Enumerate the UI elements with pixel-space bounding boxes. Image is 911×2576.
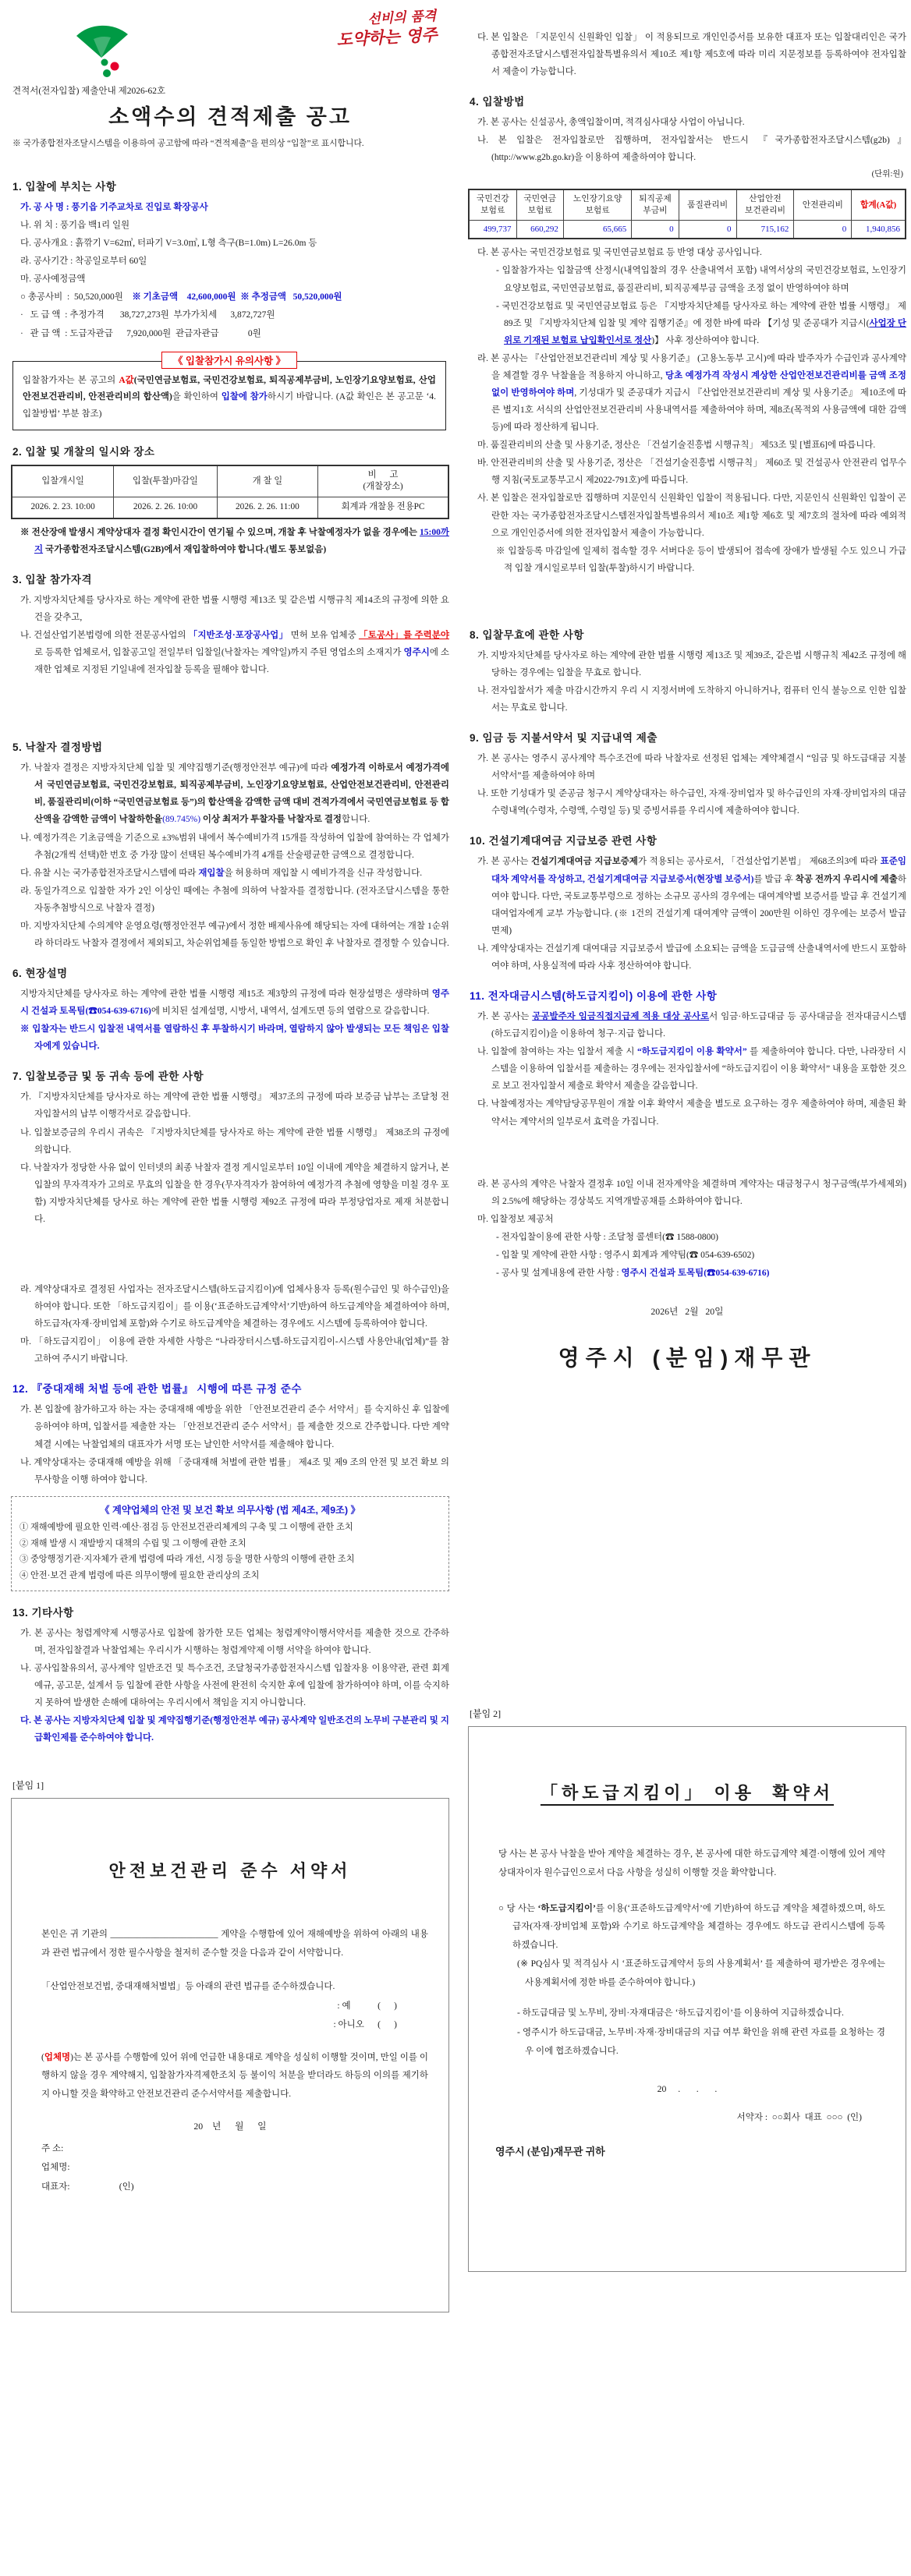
spacer xyxy=(11,679,449,726)
text-run: 가. 지방자치단체를 당사자로 하는 계약에 관한 법률 시행령 제13조 및 같은법 시행규칙 제14조의 규정에 의한 요건을 갖추고, xyxy=(20,595,449,622)
section-heading: 3. 입찰 참가자격 xyxy=(12,573,93,586)
paragraph xyxy=(468,1008,906,1042)
paragraph xyxy=(468,750,906,784)
text-run: 영주시 (분임)재무관 귀하 xyxy=(495,2146,605,2158)
text-run: 서 임금·하도급대금 등 공사대금을 전자대금시스템(하도급지킴이)을 이용하여 청구·지급 합니다. xyxy=(491,1012,906,1039)
text-run: 를 이용(‘표준하도급계약서’에 기반)하여 하도급 계약을 체결하겠으며, 하도급자(자재·장비업체 포함)와 수기로 하도급계약을 체결하는 경우에도 하도급 관리시스템에 등록하겠습니다. xyxy=(512,1903,885,1950)
paragraph xyxy=(11,1021,449,1055)
text-run: 마. 지방자치단체 수의계약 운영요령(행정안전부 예규)에서 정한 배제사유에 해당되는 자에 대하여는 개찰 1순위라 하더라도 낙찰자 결정에서 제외되고, 차순위업체를 동일한 방법으로 확인 후 낙찰자로 결정할 수 있습니다. xyxy=(20,921,449,948)
text-run: 를 제출하여야 합니다. 다만, 나라장터 시스템을 이용하여 입찰서를 제출하는 경우에는 전자입찰서에 “하도급지킴이 이용 확약서” 내용을 포함한 것으로 보고 전자입찰서 제출로 확약서 제출을 갈음합니다. xyxy=(491,1047,906,1092)
text-run: 하시기 바랍니다. (A값 확인은 본 공고문 ‘4. 입찰방법’ 부분 참조) xyxy=(23,392,437,419)
text-run: 가. 낙찰자 결정은 지방자치단체 입찰 및 계약집행기준(행정안전부 예규)에 따라 xyxy=(20,763,331,773)
text-run: - 국민건강보험료 및 국민연금보험료 등은 『지방자치단체를 당사자로 하는 계약에 관한 법률 시행령』 제89조 및 『지방자치단체 입찰 및 계약 집행기준』에 정한 바에 따라 【기성 및 준공대가 지급시( xyxy=(496,301,906,328)
document-number: 견적서(전자입찰) 제출안내 제2026-62호 xyxy=(12,87,166,96)
paragraph xyxy=(489,1900,885,1955)
data-table xyxy=(468,189,906,239)
paragraph xyxy=(468,1176,906,1210)
paragraph xyxy=(11,306,449,324)
section-heading: 4. 입찰방법 xyxy=(470,96,525,108)
right-column-blocks xyxy=(468,0,906,2272)
notice-box-title: 《 입찰참가시 유의사항 》 xyxy=(161,352,297,369)
paragraph xyxy=(489,1955,885,1992)
spacer xyxy=(468,1320,906,1337)
section-heading: 9. 임금 등 지불서약서 및 지급내역 제출 xyxy=(470,732,658,745)
paragraph xyxy=(11,1159,449,1228)
paragraph xyxy=(11,271,449,288)
paragraph xyxy=(11,1124,449,1159)
paragraph xyxy=(468,350,906,436)
text-run: ○ 당 사는 xyxy=(498,1903,538,1913)
paragraph xyxy=(32,2049,428,2104)
paragraph xyxy=(11,1660,449,1711)
spacer xyxy=(32,2135,428,2139)
paragraph xyxy=(468,647,906,681)
text-run: 합니다. xyxy=(342,815,370,825)
text-run: 가. 『지방자치단체를 당사자로 하는 계약에 관한 법률 시행령』 제37조의 규정에 따라 보증금 납부는 조달청 전자입찰서의 납부 이행각서로 갈음합니다. xyxy=(20,1092,449,1120)
page-title: 소액수의 견적제출 공고 xyxy=(108,105,352,129)
paragraph xyxy=(468,455,906,489)
table-header-cell: 비 고 (개찰장소) xyxy=(318,465,448,497)
section-heading: 7. 입찰보증금 및 동 귀속 등에 관한 사항 xyxy=(12,1070,204,1083)
paragraph xyxy=(468,543,906,577)
text-run: ※ 입찰등록 마감일에 일제히 접속할 경우 서버다운 등이 발생되어 접속에 장애가 발생될 수도 있으니 가급적 입찰 개시일로부터 입찰(투찰)하시기 바랍니다. xyxy=(496,546,906,573)
yeongju-city-logo-icon xyxy=(70,23,137,81)
notice-box xyxy=(12,355,446,431)
paragraph xyxy=(11,524,449,558)
text-run: 다. 유찰 시는 국가종합전자조달시스템에 따라 xyxy=(20,868,199,878)
text-run: 가. 본 공사는 청렴계약제 시행공사로 입찰에 참가한 모든 업체는 청렴계약이행서약서를 제출한 것으로 간주하며, 전자입찰결과 낙찰업체는 우리시가 시행하는 청렴계약제 이행 서약을 하여야 합니다. xyxy=(20,1628,449,1655)
notice-box-body xyxy=(23,373,436,424)
paragraph xyxy=(468,1211,906,1228)
text-run: 15:00까지 xyxy=(34,527,449,554)
text-run: ※ 전산장애 발생시 계약상대자 결정 확인시간이 연기될 수 있으며, 개찰 후 낙찰예정자가 없을 경우에는 xyxy=(20,527,420,537)
table-cell: 715,162 xyxy=(736,220,794,239)
paragraph xyxy=(468,29,906,80)
text-run: 영주시 건설과 토목팀(☎054-639-6716) xyxy=(621,1268,770,1278)
table-cell: 0 xyxy=(794,220,852,239)
text-run: 라. 계약상대자로 결정된 사업자는 전자조달시스템(하도급지킴이)에 업체사용자 등록(원수급인 및 하수급인)을 하여야 합니다. 또한 「하도급지킴이」를 이용(‘표준하도급계약서’기반)하여 하도급계약을 체결하여야 하며, 하도급자(자재·장비업체 포함)와 수기로 하도급계약을 체결하는 경우에도 시스템에 등록하여야 합니다. xyxy=(20,1285,449,1329)
text-run: 가. 본 공사는 신설공사, 총액입찰이며, 적격심사대상 사업이 아닙니다. xyxy=(477,118,745,128)
text-run: - 전자입찰이용에 관한 사항 : 조달청 콜센터(☎ 1588-0800) xyxy=(496,1232,718,1242)
spacer xyxy=(468,1379,906,1707)
paragraph xyxy=(468,1043,906,1095)
spacer xyxy=(489,1884,885,1899)
paragraph xyxy=(11,865,449,882)
paragraph xyxy=(468,298,906,349)
text-run: 「토공사」를 주력분야 xyxy=(358,630,449,640)
text-run: · 도 급 액 : 추정가격 38,727,273원 부가가치세 3,872,727원 xyxy=(20,310,275,320)
text-run: 다. 본 입찰은 「지문인식 신원확인 입찰」 이 적용되므로 개인인증서를 보유한 대표자 또는 입찰대리인은 국가종합전자조달시스템전자입찰특별유의서 제10조 제1항 제5호에 따라 미리 지문정보를 등록하여야 전자입찰서 제출이 가능합니다. xyxy=(477,33,906,77)
obligation-item: ④ 안전·보건 관계 법령에 따른 의무이행에 필요한 관리상의 조치 xyxy=(19,1570,260,1580)
text-run: 사업장 단위로 기재된 보험료 납입확인서로 정산 xyxy=(504,318,906,345)
paragraph xyxy=(489,2109,885,2128)
paragraph xyxy=(468,114,906,131)
centered-text: 「하도급지킴이」 이용 확약서 xyxy=(540,1782,835,1803)
text-run: 마. 공사예정금액 xyxy=(20,274,86,285)
text-run: 라. 동일가격으로 입찰한 자가 2인 이상인 때에는 추첨에 의하여 낙찰자를 결정합니다. (전자조달시스템을 통한 자동추첨방식으로 낙찰자 결정) xyxy=(20,886,449,913)
section-heading: 6. 현장설명 xyxy=(12,968,68,980)
text-run: 나. 본 입찰은 전자입찰로만 집행하며, 전자입찰서는 반드시 『국가종합전자조달시스템(g2b)』 (http://www.g2b.go.kr)을 이용하여 제출하여야 합니다. xyxy=(477,136,906,163)
text-run: A값 xyxy=(119,375,134,385)
text-run: 대표자: (인) xyxy=(41,2182,134,2192)
text-run: 가. 본 입찰에 참가하고자 하는 자는 중대재해 예방을 위한 「안전보건관리 준수 서약서」를 숙지하신 후 입찰에 응하여야 하며, 입찰서를 제출한 자는 「안전보건관리 준수 서약서」를 제출한 것으로 간주합니다. 다만 계약 체결 시에는 낙찰업체의 대표자가 서명 또는 날인한 서약서를 제출해야 합니다. xyxy=(20,1405,449,1449)
spacer xyxy=(32,2105,428,2118)
text-run: - 영주시가 하도급대금, 노무비·자재·장비대금의 지급 여부 확인을 위해 관련 자료를 요청하는 경우 이에 협조하겠습니다. xyxy=(517,2027,885,2056)
text-run: 다. 공사개요 : 흙깎기 V=62㎥, 터파기 V=3.0㎥, L형 측구(B=1.0m) L=26.0m 등 xyxy=(20,239,317,249)
table-header-cell: 국민건강 보험료 xyxy=(469,189,516,220)
text-run: 사. 본 입찰은 전자입찰로만 집행하며 지문인식 신원확인 입찰이 적용됩니다. 다만, 지문인식 신원확인 입찰이 곤란한 자는 국가종합전자조달시스템전자입찰특별유의서 제10조 제1항 제6호 및 제7호의 절차에 따라 예외적으로 개인인증서에 의한 전자입찰서 제출이 가능합니다. xyxy=(477,494,906,538)
attachment-box xyxy=(468,1726,906,2272)
text-run: ( xyxy=(41,2052,44,2062)
text-run: 가. 본 공사는 xyxy=(477,857,532,867)
spacer xyxy=(489,1993,885,2004)
paragraph xyxy=(468,682,906,717)
paragraph xyxy=(468,437,906,454)
text-run: 표준임대차 계약서를 작성하고, 건설기계대여금 지급보증서(현장별 보증서) xyxy=(491,857,906,884)
paragraph xyxy=(32,2159,428,2178)
paragraph xyxy=(11,1625,449,1659)
spacer xyxy=(489,2128,885,2141)
paragraph xyxy=(32,2016,428,2035)
centered-text: 20 년 월 일 xyxy=(193,2120,267,2132)
paragraph xyxy=(11,199,449,216)
text-run: 다. 본 공사는 지방자치단체 입찰 및 계약집행기준(행정안전부 예규) 공사계약 일반조건의 노무비 구분관리 및 지급확인제를 준수하여야 합니다. xyxy=(20,1716,449,1743)
table-row xyxy=(12,497,448,518)
paragraph xyxy=(468,262,906,296)
section-heading: 8. 입찰무효에 관한 사항 xyxy=(470,628,584,641)
paragraph xyxy=(11,235,449,252)
text-run: 국가종합전자조달시스템(G2B)에서 재입찰하여야 합니다.(별도 통보없음) xyxy=(43,544,327,554)
section-heading: 10. 건설기계대여금 지급보증 관련 사항 xyxy=(470,835,658,847)
text-run: 다. 낙찰자가 정당한 사유 없이 인터넷의 최종 낙찰자 결정 게시일로부터 10일 이내에 계약을 체결하지 않거나, 본 입찰의 무자격자가 고의로 무효의 입찰을 한 경우(무자격자가 참여하여 예정가격 추첨에 영향을 미칠 경우 포함) 지방자치단체를 당사로 하는 계약에 관한 법률 시행령 제92조 규정에 따라 부정당업자로 제재 처분합니다. xyxy=(20,1162,449,1224)
table-header-row xyxy=(469,189,906,220)
spacer xyxy=(468,1283,906,1303)
text-run: )】 사후 정산하여야 합니다. xyxy=(651,335,760,345)
spacer xyxy=(489,2061,885,2080)
paragraph xyxy=(11,1333,449,1368)
text-run: ○ 총공사비 : 50,520,000원 xyxy=(20,292,133,303)
slogan-line2: 도약하는 영주 xyxy=(335,24,438,50)
paragraph xyxy=(32,1926,428,1962)
section-heading: 11. 전자대금시스템(하도급지킴이) 이용에 관한 사항 xyxy=(470,990,718,1003)
text-run: 「산업안전보건법, 중대재해처벌법」등 아래의 관련 법규를 준수하겠습니다. xyxy=(41,1982,335,1992)
spacer xyxy=(489,2097,885,2108)
text-run: 나. 전자입찰서가 제출 마감시간까지 우리 시 지정서버에 도착하지 아니하거나, 컴퓨터 인식 불능으로 인한 입찰서는 무효로 합니다. xyxy=(477,686,906,713)
obligation-item: ② 재해 발생 시 재발방지 대책의 수립 및 그 이행에 관한 조치 xyxy=(19,1538,246,1548)
table-header-cell: 산업안전 보건관리비 xyxy=(736,189,794,220)
table-header-cell: 합계(A값) xyxy=(852,189,906,220)
table-header-cell: 개 찰 일 xyxy=(217,465,317,497)
city-slogan xyxy=(335,9,438,51)
obligation-item: ③ 중앙행정기관·지자체가 관계 법령에 따라 개선, 시정 등을 명한 사항의 이행에 관한 조치 xyxy=(19,1555,355,1565)
text-run: 마. 입찰정보 제공처 xyxy=(477,1214,554,1224)
text-run: “하도급지킴이 이용 확약서” xyxy=(636,1047,747,1057)
text-run: 주 소: xyxy=(41,2143,64,2153)
paragraph xyxy=(11,217,449,234)
text-run: 업체명: xyxy=(41,2163,70,2173)
paragraph xyxy=(32,1997,428,2016)
spacer xyxy=(468,1131,906,1175)
text-run: 지방자치단체를 당사자로 하는 계약에 관한 법률 시행령 제15조 제3항의 규정에 따라 현장설명은 생략하며 xyxy=(20,989,432,1000)
spacer xyxy=(489,1809,885,1845)
document-header xyxy=(11,0,449,165)
text-run: 「지반조성·포장공사업」 xyxy=(188,630,289,640)
paragraph xyxy=(489,2024,885,2061)
table-header-cell: 퇴직공제 부금비 xyxy=(632,189,679,220)
paragraph xyxy=(11,759,449,828)
paragraph xyxy=(32,2140,428,2159)
attachment xyxy=(11,1778,449,2312)
paragraph xyxy=(11,1281,449,1332)
text-run: 건설기계대여금 지급보증제 xyxy=(531,857,638,867)
slogan-line1: 선비의 품격 xyxy=(367,8,437,28)
paragraph xyxy=(11,325,449,342)
paragraph xyxy=(32,1978,428,1997)
spacer xyxy=(468,0,906,28)
text-run: 나. 입찰보증금의 우리시 귀속은 『지방자치단체를 당사자로 하는 계약에 관한 법률 시행령』 제38조의 규정에 의합니다. xyxy=(20,1127,449,1155)
spacer xyxy=(489,1739,885,1777)
text-run: 가. 본 공사는 영주시 공사계약 특수조건에 따라 낙찰자로 선정된 업체는 계약체결시 “임금 및 하도급대금 지불 서약서”를 제출하여야 하며 xyxy=(477,754,906,781)
attachment xyxy=(468,1707,906,2272)
spacer xyxy=(32,1888,428,1925)
centered-text: 영주시 (분임)재무관 xyxy=(558,1346,817,1371)
paragraph xyxy=(468,940,906,975)
text-run: 업체명 xyxy=(44,2052,71,2062)
section-heading: 13. 기타사항 xyxy=(12,1606,74,1619)
text-run: 입찰에 참가 xyxy=(221,392,268,402)
text-run: 서약자 : ○○회사 대표 ○○○ (인) xyxy=(736,2113,862,2123)
paragraph xyxy=(489,2005,885,2023)
obligations-box xyxy=(11,1496,449,1591)
paragraph xyxy=(11,830,449,864)
paragraph xyxy=(11,1454,449,1488)
text-run: 마. 「하도급지킴이」 이용에 관한 자세한 사항은 “나라장터시스템-하도급지킴이-시스템 사용안내(업체)”를 참고하여 주시기 바랍니다. xyxy=(20,1337,449,1364)
table-header-row xyxy=(12,465,448,497)
spacer xyxy=(32,1963,428,1977)
paragraph xyxy=(11,253,449,270)
attachment-label: [붙임 1] xyxy=(12,1780,44,1792)
section-heading: 12. 『중대재해 처벌 등에 관한 법률』 시행에 따른 규정 준수 xyxy=(12,1383,302,1396)
header-note: ※ 국가종합전자조달시스템을 이용하여 공고함에 따라 “견적제출”을 편의상 “입찰”로 표시합니다. xyxy=(12,139,364,148)
attachment-label: [붙임 2] xyxy=(470,1707,502,1719)
text-run: 당초 예정가격 작성시 계상한 산업안전보건관리비를 금액 조정없이 반영하여야 하며 xyxy=(491,370,906,398)
text-run: 다. 본 공사는 국민건강보험료 및 국민연금보험료 등 반영 대상 공사입니다. xyxy=(477,248,762,258)
centered-text: 20 . . . xyxy=(657,2083,718,2095)
text-run: · 관 급 액 : 도급자관급 7,920,000원 관급자관급 0원 xyxy=(20,328,261,338)
obligations-box-title: 《 계약업체의 안전 및 보건 확보 의무사항 (법 제4조, 제9조) 》 xyxy=(100,1504,360,1516)
paragraph xyxy=(11,592,449,626)
spacer xyxy=(32,1811,428,1855)
table-header-cell: 안전관리비 xyxy=(794,189,852,220)
left-column xyxy=(11,0,449,2312)
text-run: 나. 또한 기성대가 및 준공금 청구시 계약상대자는 하수급인, 자재·장비업자 및 하수급인의 자재·장비업자의 대금 수령내역(수령자, 수령액, 수령일 등) 및 증빙서류를 우리시에 제출하여야 합니다. xyxy=(477,789,906,816)
text-run: ※ 기초금액 42,600,000원 ※ 추정금액 50,520,000원 xyxy=(132,292,342,303)
text-run: : 아니오 ( ) xyxy=(333,2020,397,2030)
paragraph xyxy=(468,1095,906,1130)
paragraph xyxy=(11,883,449,917)
text-run: 로 등록한 업체로서, 입찰공고일 전일부터 입찰일(낙찰자는 계약일)까지 주된 영업소의 소재지가 xyxy=(34,648,404,658)
text-run: 라. 본 공사는 『산업안전보건관리비 계상 및 사용기준』 (고용노동부 고시)에 따라 발주자가 수급인과 공사계약을 체결할 경우 낙찰율을 적용하지 아니하고, xyxy=(477,353,906,380)
spacer xyxy=(468,578,906,614)
text-run: 나. 입찰에 참여하는 자는 입찰서 제출 시 xyxy=(477,1047,637,1057)
table-header-cell: 노인장기요양 보험료 xyxy=(563,189,631,220)
text-run: (89.745%) xyxy=(162,815,201,825)
text-run: 에 소재한 업체로 지정된 기일내에 전자입찰 등록을 필해야 합니다. xyxy=(34,648,450,675)
text-run: (※ PQ심사 및 적격심사 시 ‘표준하도급계약서 등의 사용계획서’ 를 제출하여 평가받은 경우에는 사용계획서에 정한 바를 준수하여야 합니다.) xyxy=(517,1959,885,1987)
text-run: 가 적용되는 공사로서, 「건설산업기본법」 제68조의3에 따라 xyxy=(637,857,881,867)
paragraph xyxy=(11,985,449,1020)
text-run: 영주시 xyxy=(403,648,430,658)
text-run: )는 본 공사를 수행함에 있어 위에 언급한 내용대로 계약을 성실히 이행할 것이며, 만일 이를 이행하지 않을 경우 계약해지, 입찰참가자격제한조치 등 불이익 처분을 받더라도 하등의 이의를 제기하지 아니할 것을 확약하고 안전보건관리 준수서약서를 제출합니다. xyxy=(41,2052,428,2099)
paragraph xyxy=(11,288,449,306)
text-run: 영주시 건설과 토목팀(☎054-639-6716) xyxy=(20,989,449,1017)
text-run: 이상 최저가 투찰자를 낙찰자로 결정 xyxy=(200,815,342,825)
text-run: 나. 공사입찰유의서, 공사계약 일반조건 및 특수조건, 조달청국가종합전자시스템 입찰자용 이용약관, 관련 회계 예규, 공고문, 설계서 등 입찰에 관한 사항을 사전에 완전히 숙지한 후에 입찰에 참가하여야 하며, 이를 숙지하지 못하여 발생한 손해에 대하여는 우리시에서 책임을 지지 아니합니다. xyxy=(20,1663,449,1707)
spacer xyxy=(11,1229,449,1280)
paragraph xyxy=(468,132,906,166)
table-header-cell: 국민연금 보험료 xyxy=(516,189,563,220)
text-run: 라. 본 공사의 계약은 낙찰자 결정후 10일 이내 전자계약을 체결하며 계약자는 대금청구시 청구금액(부가세제외)의 2.5%에 해당하는 경상북도 지역개발공채를 소화하여야 합니다. xyxy=(477,1179,906,1206)
paragraph xyxy=(468,1265,906,1282)
paragraph xyxy=(489,1845,885,1882)
table-cell: 회계과 개찰용 전용PC xyxy=(318,497,448,518)
text-run: 마. 품질관리비의 산출 및 사용기준, 정산은 「건설기술진흥법 시행규칙」 제53조 및 [별표6]에 따릅니다. xyxy=(477,441,876,451)
text-run: - 공사 및 설계내용에 관한 사항 : xyxy=(496,1268,622,1278)
text-run: (국민연금보험료, 국민건강보험료, 퇴직공제부금비, 노인장기요양보험료, 산업안전보건관리비, 안전관리비의 합산액) xyxy=(23,375,436,402)
text-run: 를 발급 후 xyxy=(753,874,796,884)
text-run: 하여야 합니다. 다만, 국토교통부령으로 정하는 소규모 공사의 경우에는 대여계약별 보증서를 발급 후 건설기계 대여업자에게 교부 가능합니다. (※ 1건의 건설기계 대여계약 금액이 200만원 이하인 경우에는 보증서 발급 면제) xyxy=(491,874,906,936)
paragraph xyxy=(11,627,449,678)
centered-text: (단위:원) xyxy=(871,170,903,179)
text-run: , 기성대가 및 준공대가 지급시 『산업안전보건관리비 계상 및 사용기준』 제10조에 따른 별지1호 서식의 산업안전보건관리비 사용내역서를 제출하여야 하며, 제8조(목적외 사용금액에 대한 감액 등)에 따라 정산하게 됩니다. xyxy=(491,388,907,433)
text-run: 에 비치된 설계설명, 시방서, 내역서, 설계도면 등의 열람으로 갈음합니다. xyxy=(151,1007,430,1017)
text-run: 본인은 귀 기관의 ________________________ 계약을 수행함에 있어 재해예방을 위하여 아래의 내용과 관련 법규에서 정한 필수사항을 철저히 준수할 것을 다음과 같이 서약합니다. xyxy=(41,1930,428,1958)
paragraph xyxy=(11,1401,449,1453)
table-header-cell: 입찰(투찰)마감일 xyxy=(114,465,218,497)
table-cell: 499,737 xyxy=(469,220,516,239)
attachment-box xyxy=(11,1798,449,2312)
right-column xyxy=(468,0,906,2272)
table-cell: 0 xyxy=(679,220,736,239)
text-run: 가. 본 공사는 xyxy=(477,1012,533,1022)
text-run: 가. 공 사 명 : 풍기읍 기주교차로 진입로 확장공사 xyxy=(20,203,208,212)
text-run: : 예 ( ) xyxy=(337,2001,397,2011)
table-cell: 2026. 2. 23. 10:00 xyxy=(12,497,114,518)
centered-text: 2026년 2월 20일 xyxy=(650,1306,724,1318)
section-heading: 1. 입찰에 부치는 사항 xyxy=(12,181,117,193)
text-run: 나. 계약상대자는 중대재해 예방을 위해 「중대재해 처벌에 관한 법률」 제4조 및 제9 조의 안전 및 보건 확보 의무사항을 이행 하여야 합니다. xyxy=(20,1457,449,1484)
text-run: 입찰참가자는 본 공고의 xyxy=(23,375,119,385)
left-column-blocks xyxy=(11,178,449,2312)
paragraph xyxy=(11,1088,449,1123)
table-cell: 660,292 xyxy=(516,220,563,239)
text-run: 당 사는 본 공사 낙찰을 받아 계약을 체결하는 경우, 본 공사에 대한 하도급계약 체결·이행에 있어 계약상대자이자 원수급인으로서 다음 사항을 성실히 이행할 것을 확약합니다. xyxy=(498,1849,885,1877)
text-run: 라. 공사기간 : 착공일로부터 60일 xyxy=(20,257,147,267)
obligation-item: ① 재해예방에 필요한 인력·예산·점검 등 안전보건관리체계의 구축 및 그 이행에 관한 조치 xyxy=(19,1522,353,1532)
paragraph xyxy=(11,1712,449,1746)
section-heading: 2. 입찰 및 개찰의 일시와 장소 xyxy=(12,446,155,458)
text-run: 재입찰 xyxy=(198,868,225,878)
text-run: 을 허용하며 재입찰 시 예비가격을 신규 작성합니다. xyxy=(224,868,423,878)
text-run: - 하도급대금 및 노무비, 장비·자재대금은 ‘하도급지킴이’를 이용하여 지급하겠습니다. xyxy=(517,2008,844,2019)
data-table xyxy=(11,465,449,519)
text-run: 가. 지방자치단체를 당사자로 하는 계약에 관한 법률 시행령 제13조 및 제39조, 같은법 시행규칙 제42조 규정에 해당하는 경우에는 입찰을 무효로 합니다. xyxy=(477,650,906,678)
text-run: - 입찰 및 계약에 관한 사항 : 영주시 회계과 계약팀(☎ 054-639-6502) xyxy=(496,1250,755,1260)
text-run: - 입찰참가자는 입찰금액 산정시(내역입찰의 경우 산출내역서 포함) 내역서상의 국민건강보험료, 노인장기요양보험료, 국민연금보험료, 품질관리비, 퇴직공제부금 금액을 조정 없이 반영하여야 하며 xyxy=(496,266,906,293)
spacer xyxy=(11,1747,449,1778)
text-run: 예정가격 이하로서 예정가격에서 국민연금보험료, 국민건강보험료, 퇴직공제부금비, 노인장기요양보험료, 산업안전보건관리비, 안전관리비, 품질관리비(이하 “국민연금보험료 등”)의 합산액을 감액한 금액 대비 견적가격에서 국민연금보험료 등 합산액을 감액한 금액이 낙찰하한율 xyxy=(34,763,449,825)
text-run: 다. 낙찰예정자는 계약담당공무원이 개찰 이후 확약서 제출을 별도로 요구하는 경우 제출하여야 하며, 제출된 확약서는 계약서의 일부로서 효력을 가집니다. xyxy=(477,1099,906,1127)
text-run: ‘하도급지킴이’ xyxy=(537,1903,596,1913)
text-run: 나. 건설산업기본법령에 의한 전문공사업의 xyxy=(20,630,189,640)
paragraph xyxy=(468,785,906,819)
text-run: 바. 안전관리비의 산출 및 사용기준, 정산은 「건설기술진흥법 시행규칙」 제60조 및 건설공사 안전관리 업무수행 지침(국토교통부고시 제2022-791호)에 따릅니다. xyxy=(477,458,906,486)
text-run: 나. 계약상대자는 건설기계 대여대금 지급보증서 발급에 소요되는 금액을 도급금액 산출내역서에 반드시 포함하여야 하며, 사용실적에 따라 사후 정산하여야 합니다. xyxy=(477,943,906,971)
text-run: 나. 위 치 : 풍기읍 백1리 일원 xyxy=(20,221,130,231)
table-header-cell: 입찰개시일 xyxy=(12,465,114,497)
table-cell: 0 xyxy=(632,220,679,239)
text-run: 착공 전까지 우리시에 제출 xyxy=(795,874,898,884)
table-row xyxy=(469,220,906,239)
text-run: 을 확인하여 xyxy=(172,392,222,402)
table-cell: 65,665 xyxy=(563,220,631,239)
text-run: 나. 예정가격은 기초금액을 기준으로 ±3%범위 내에서 복수예비가격 15개를 작성하여 입찰에 참여하는 각 업체가 추첨(2개씩 선택)한 번호 중 가장 많이 선택된 복수예비가격 4개를 산술평균한 금액으로 결정합니다. xyxy=(20,833,449,860)
table-cell: 2026. 2. 26. 10:00 xyxy=(114,497,218,518)
paragraph xyxy=(468,1247,906,1264)
spacer xyxy=(32,2036,428,2048)
section-heading: 5. 낙찰자 결정방법 xyxy=(12,741,103,754)
table-header-cell: 품질관리비 xyxy=(679,189,736,220)
paragraph xyxy=(468,490,906,541)
paragraph xyxy=(468,244,906,261)
table-cell: 2026. 2. 26. 11:00 xyxy=(217,497,317,518)
text-run: 면허 보유 업체중 xyxy=(288,630,359,640)
paragraph xyxy=(32,2178,428,2197)
paragraph xyxy=(468,853,906,939)
paragraph xyxy=(468,1229,906,1246)
centered-text: 안전보건관리 준수 서약서 xyxy=(108,1861,352,1881)
paragraph xyxy=(11,918,449,952)
table-cell: 1,940,856 xyxy=(852,220,906,239)
text-run: ※ 입찰자는 반드시 입찰전 내역서를 열람하신 후 투찰하시기 바라며, 열람하지 않아 발생되는 모든 책임은 입찰자에게 있습니다. xyxy=(20,1024,449,1052)
paragraph xyxy=(489,2142,885,2163)
text-run: 공공발주자 임금직접지급제 적용 대상 공사로 xyxy=(532,1012,710,1022)
